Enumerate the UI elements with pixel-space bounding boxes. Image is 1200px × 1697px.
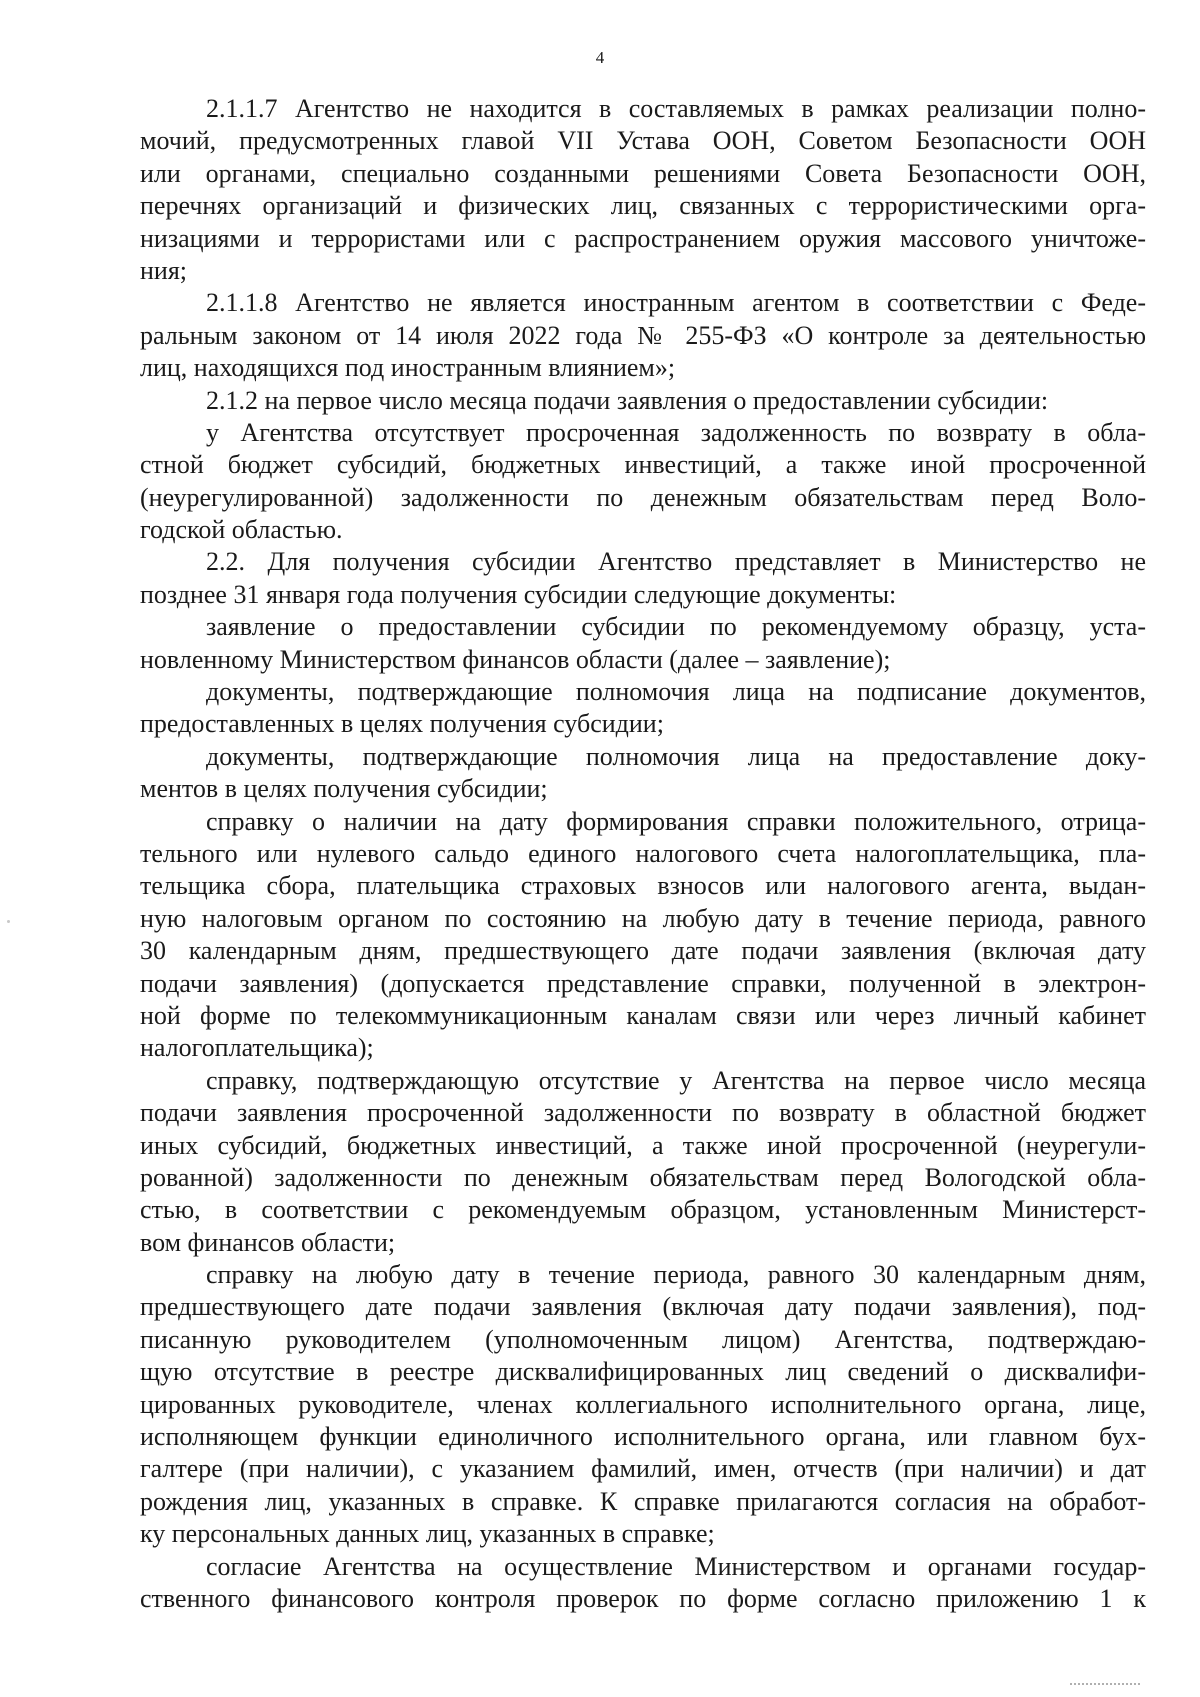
- text-line: стной бюджет субсидий, бюджетных инвестиций, а также иной просроченной: [140, 450, 1146, 480]
- text-line: щую отсутствие в реестре дисквалифицированных лиц сведений о дисквалифи-: [140, 1357, 1146, 1387]
- text-line: документы, подтверждающие полномочия лица на подписание документов,: [206, 677, 1146, 707]
- text-line: цированных руководителе, членах коллегиального исполнительного органа, лице,: [140, 1389, 1146, 1419]
- text-line: у Агентства отсутствует просроченная задолженность по возврату в обла-: [206, 417, 1146, 447]
- text-line: ной форме по телекоммуникационным каналам связи или через личный кабинет: [140, 1000, 1146, 1030]
- text-line: рождения лиц, указанных в справке. К справке прилагаются согласия на обработ-: [140, 1486, 1146, 1516]
- text-line: перечнях организаций и физических лиц, связанных с террористическими орга-: [140, 191, 1146, 221]
- text-line: справку о наличии на дату формирования справки положительного, отрица-: [206, 806, 1146, 836]
- text-line: подачи заявления просроченной задолженности по возврату в областной бюджет: [140, 1098, 1146, 1128]
- text-line: писанную руководителем (уполномоченным лицом) Агентства, подтверждаю-: [140, 1324, 1146, 1354]
- page-number: 4: [595, 48, 605, 67]
- text-line: мочий, предусмотренных главой VII Устава ООН, Советом Безопасности ООН: [140, 126, 1146, 156]
- text-line: 2.2. Для получения субсидии Агентство представляет в Министерство не: [206, 547, 1146, 577]
- text-line: или органами, специально созданными решениями Совета Безопасности ООН,: [140, 158, 1146, 188]
- text-line: тельного или нулевого сальдо единого налогового счета налогоплательщика, пла-: [140, 838, 1146, 868]
- text-line: ную налоговым органом по состоянию на любую дату в течение периода, равного: [140, 903, 1146, 933]
- text-line: заявление о предоставлении субсидии по рекомендуемому образцу, уста-: [206, 612, 1146, 642]
- text-line: позднее 31 января года получения субсидии следующие документы:: [140, 579, 897, 609]
- text-line: (неурегулированной) задолженности по денежным обязательствам перед Воло-: [140, 482, 1146, 512]
- text-line: ральным законом от 14 июля 2022 года № 255-ФЗ «О контроле за деятельностью: [140, 320, 1146, 350]
- text-line: справку, подтверждающую отсутствие у Агентства на первое число месяца: [206, 1065, 1146, 1095]
- text-line: лиц, находящихся под иностранным влиянием»;: [140, 353, 676, 383]
- text-line: 2.1.1.7 Агентство не находится в составляемых в рамках реализации полно-: [206, 94, 1146, 123]
- text-line: предоставленных в целях получения субсидии;: [140, 709, 664, 739]
- text-line: галтере (при наличии), с указанием фамилий, имен, отчеств (при наличии) и дат: [140, 1454, 1146, 1484]
- text-line: документы, подтверждающие полномочия лица на предоставление доку-: [206, 741, 1146, 771]
- text-line: 2.1.2 на первое число месяца подачи заявления о предоставлении субсидии:: [206, 385, 1049, 415]
- text-line: новленному Министерством финансов области (далее – заявление);: [140, 644, 891, 674]
- text-line: тельщика сбора, плательщика страховых взносов или налогового агента, выдан-: [140, 871, 1146, 901]
- text-line: 30 календарным дням, предшествующего дате подачи заявления (включая дату: [140, 936, 1146, 966]
- text-line: ку персональных данных лиц, указанных в справке;: [140, 1519, 715, 1549]
- text-line: ственного финансового контроля проверок по форме согласно приложению 1 к: [140, 1583, 1146, 1613]
- text-line: ния;: [140, 255, 188, 285]
- text-line: стью, в соответствии с рекомендуемым образцом, установленным Министерст-: [140, 1195, 1146, 1225]
- text-line: 2.1.1.8 Агентство не является иностранным агентом в соответствии с Феде-: [206, 288, 1146, 318]
- text-line: согласие Агентства на осуществление Министерством и органами государ-: [206, 1551, 1146, 1581]
- text-line: налогоплательщика);: [140, 1033, 374, 1063]
- text-line: иных субсидий, бюджетных инвестиций, а также иной просроченной (неурегули-: [140, 1130, 1146, 1160]
- text-line: вом финансов области;: [140, 1227, 396, 1257]
- text-line: низациями и террористами или с распространением оружия массового уничтоже-: [140, 223, 1146, 253]
- text-line: подачи заявления) (допускается представление справки, полученной в электрон-: [140, 968, 1146, 998]
- text-line: справку на любую дату в течение периода, равного 30 календарным дням,: [206, 1260, 1146, 1290]
- text-line: годской областью.: [140, 515, 343, 545]
- text-line: предшествующего дате подачи заявления (включая дату подачи заявления), под-: [140, 1292, 1146, 1322]
- text-line: рованной) задолженности по денежным обязательствам перед Вологодской обла-: [140, 1162, 1146, 1192]
- document-body: [140, 93, 1146, 1615]
- scan-speck: [7, 920, 10, 923]
- text-line: исполняющем функции единоличного исполнительного органа, или главном бух-: [140, 1422, 1146, 1452]
- text-line: ментов в целях получения субсидии;: [140, 774, 548, 804]
- scan-edge-mark: [1070, 1683, 1140, 1693]
